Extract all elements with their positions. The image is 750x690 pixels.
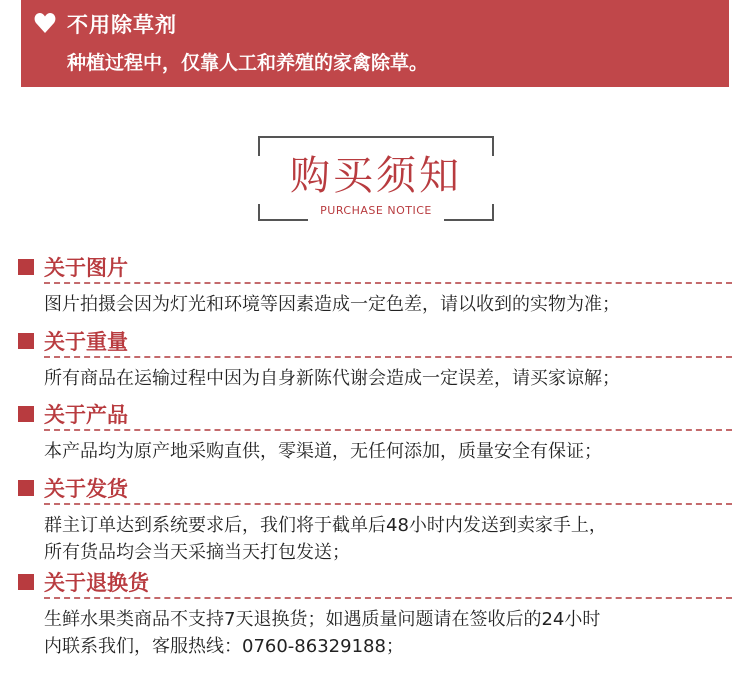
section-divider <box>44 597 732 599</box>
section-line: 本产品均为原产地采购直供，零渠道，无任何添加，质量安全有保证； <box>44 441 602 462</box>
banner-title: 不用除草剂 <box>67 13 177 37</box>
section-line: 群主订单达到系统要求后，我们将于截单后48小时内发送到卖家手上， <box>44 515 607 536</box>
section-body <box>44 291 734 318</box>
section-body <box>44 512 734 566</box>
square-bullet-icon <box>18 259 34 275</box>
section-line: 图片拍摄会因为灯光和环境等因素造成一定色差，请以收到的实物为准； <box>44 294 620 315</box>
section-body <box>44 438 734 465</box>
section-title: 关于发货 <box>44 477 128 501</box>
notice-subtitle: PURCHASE NOTICE <box>320 204 432 217</box>
section-divider <box>44 356 732 358</box>
notice-title: 购买须知 <box>290 153 462 199</box>
square-bullet-icon <box>18 333 34 349</box>
section-divider <box>44 429 732 431</box>
feature-banner <box>21 0 729 87</box>
heart-icon <box>34 12 56 34</box>
square-bullet-icon <box>18 406 34 422</box>
square-bullet-icon <box>18 480 34 496</box>
purchase-notice-header <box>258 136 494 221</box>
section-divider <box>44 503 732 505</box>
section-title: 关于重量 <box>44 330 128 354</box>
banner-subtitle: 种植过程中，仅靠人工和养殖的家禽除草。 <box>67 52 429 74</box>
section-line: 内联系我们，客服热线：0760-86329188； <box>44 636 404 657</box>
section-title: 关于退换货 <box>44 571 149 595</box>
section-line: 生鲜水果类商品不支持7天退换货；如遇质量问题请在签收后的24小时 <box>44 609 601 630</box>
section-title: 关于图片 <box>44 256 128 280</box>
section-body <box>44 365 734 392</box>
section-line: 所有商品在运输过程中因为自身新陈代谢会造成一定误差，请买家谅解； <box>44 368 620 389</box>
section-line: 所有货品均会当天采摘当天打包发送； <box>44 542 350 563</box>
section-body <box>44 606 734 660</box>
square-bullet-icon <box>18 574 34 590</box>
section-title: 关于产品 <box>44 403 128 427</box>
section-divider <box>44 282 732 284</box>
